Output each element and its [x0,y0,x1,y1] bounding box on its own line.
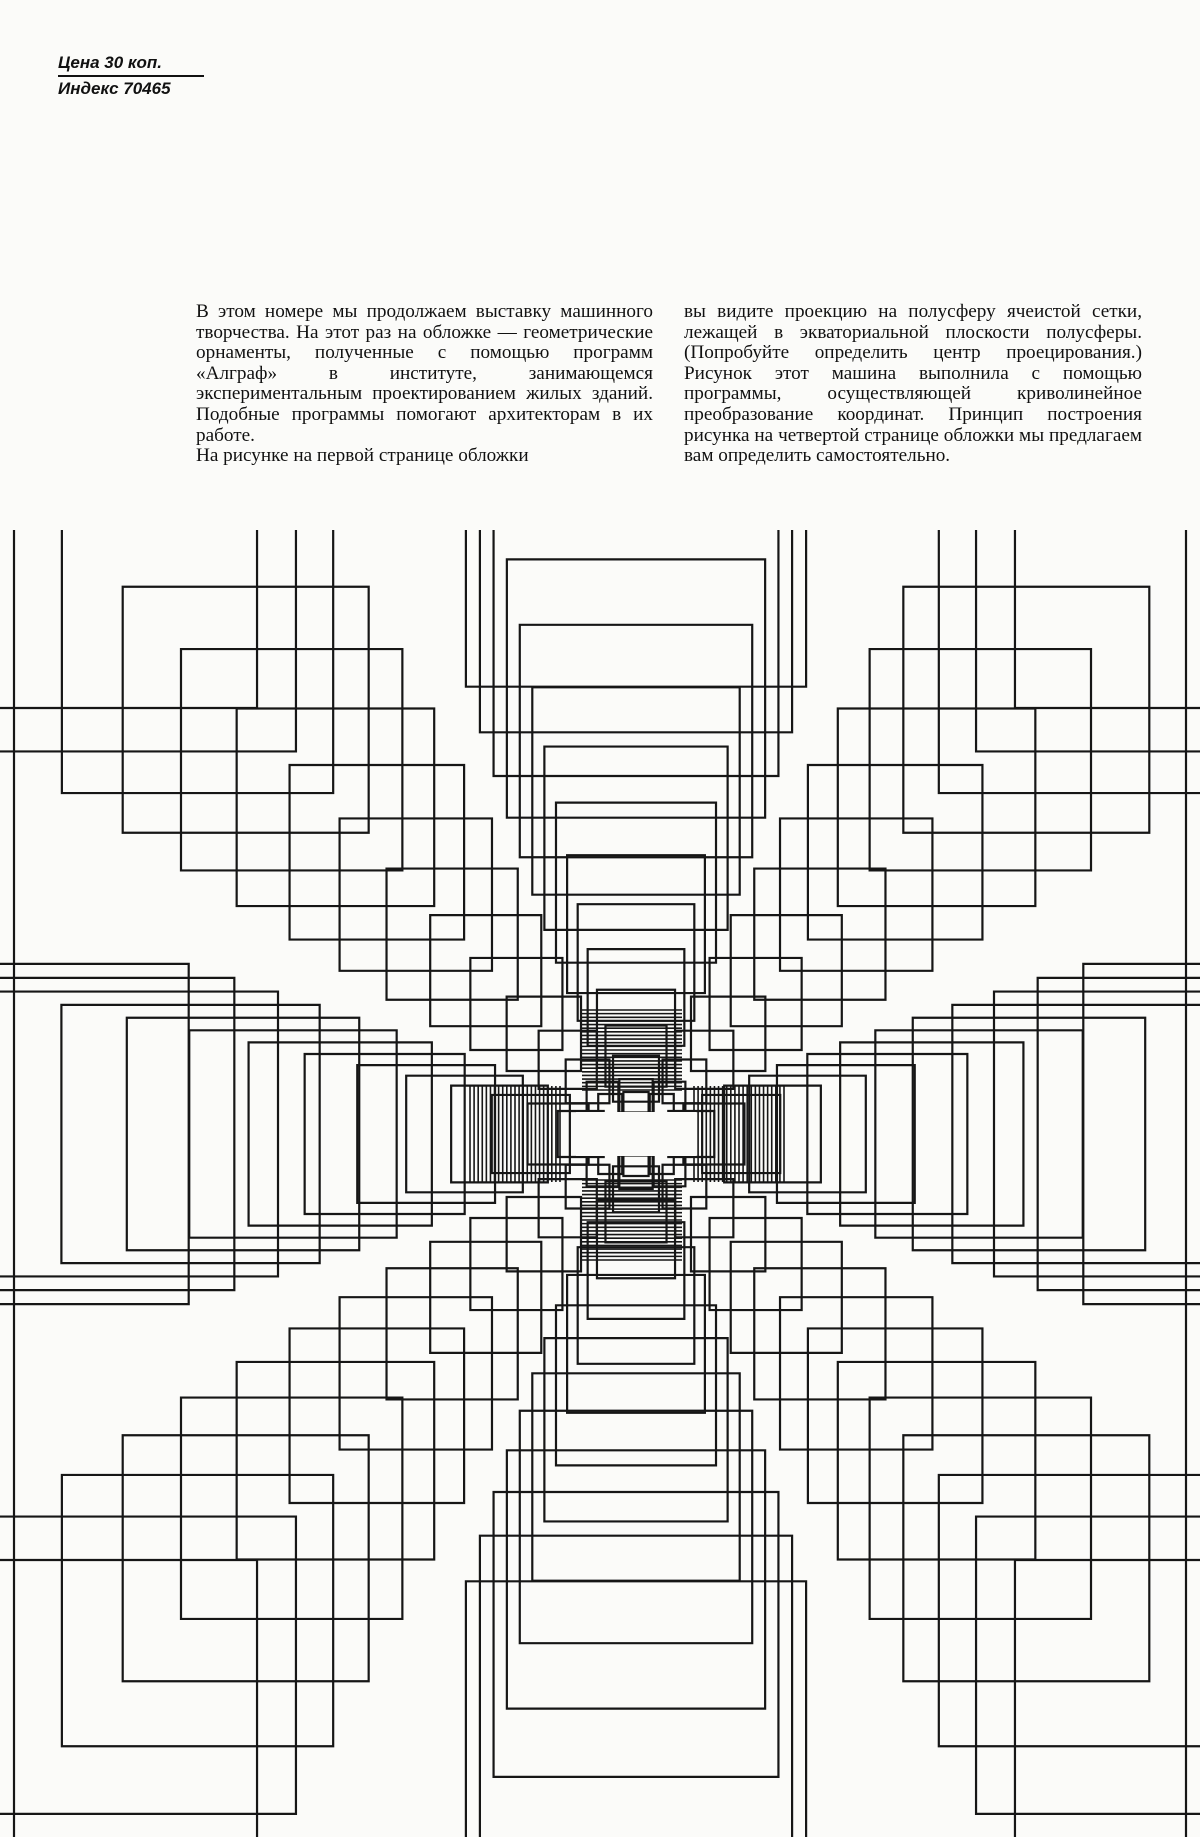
ornament-axis-square [913,1018,1145,1250]
ornament-square [976,1517,1200,1814]
ornament-square [0,530,257,708]
paragraph-intro: В этом номере мы продолжаем выставку машинного творчества. На этот раз на обложке — геометрические орнаменты, полученные с помощью программ «Алграф» в институте, занимающемся экспериментальным проектированием жилых зданий. Подобные программы помогают архитекторам в их работе. [196,301,653,446]
text-column-right [684,302,1142,467]
ornament-axis-square [1038,978,1200,1290]
ornament-axis-square [494,530,779,776]
ornament-square [780,818,932,970]
ornament-square [1015,1560,1200,1837]
ornament-axis-square [840,1042,1023,1225]
ornament-axis-square [249,1042,432,1225]
ornament-axis-square [520,625,752,857]
ornament-axis-square [556,1305,716,1465]
index-label: Индекс 70465 [58,79,171,98]
ornament-axis-square [875,1030,1082,1237]
ornament-square [237,709,435,907]
ornament-square [0,530,296,751]
ornament-axis-square [466,530,806,687]
ornament-axis-square [556,803,716,963]
ornament-axis-square [1083,964,1200,1304]
ornament-axis-square [544,747,727,930]
ornament-square [838,1362,1036,1560]
ornament-axis-square [994,992,1200,1277]
ornament-axis-square [0,992,278,1277]
ornament-axis-square [532,687,739,894]
ornament-axis-square [189,1030,396,1237]
ornament-axis-square [952,1005,1200,1263]
ornament-square [808,765,983,940]
ornament-axis-square [544,1338,727,1521]
ornament-axis-square [507,1450,765,1708]
ornament-axis-square [0,964,189,1304]
ornament-square [780,1297,932,1449]
ornament-square [123,1435,369,1681]
geometric-ornament [0,530,1200,1837]
text-column-left [196,302,653,467]
ornament-square [939,530,1200,793]
ornament-center-void [576,1112,696,1156]
ornament-square [808,1328,983,1503]
ornament-square [903,1435,1149,1681]
ornament-axis-square [532,1373,739,1580]
ornament-axis-square [0,978,234,1290]
ornament-square [903,587,1149,833]
ornament-axis-square [520,1411,752,1643]
ornament-square [754,1268,885,1399]
ornament-square [754,869,885,1000]
ornament-square [62,530,333,793]
ornament-square [237,1362,435,1560]
ornament-axis-square [61,1005,319,1263]
ornament-square [387,1268,518,1399]
ornament-square [387,869,518,1000]
ornament-square [340,818,492,970]
ornament-square [340,1297,492,1449]
ornament-square [123,587,369,833]
ornament-square [290,765,465,940]
ornament-axis-square [507,559,765,817]
ornament-square [290,1328,465,1503]
ornament-square [0,1517,296,1814]
ornament-axis-square [807,1054,967,1214]
ornament-square [0,1560,257,1837]
ornament-axis-square [127,1018,359,1250]
ornament-axis-square [305,1054,465,1214]
paragraph-first-page: На рисунке на первой странице обложки [196,445,529,467]
ornament-square [838,709,1036,907]
ornament-square [976,530,1200,751]
price-label: Цена 30 коп. [58,52,204,77]
ornament-square [1015,530,1200,708]
price-index-block [58,52,204,100]
paragraph-projection: вы видите проекцию на полусферу ячеистой сетки, лежащей в экваториальной плоскости полусферы. (Попробуйте определить центр проецирования.) Рисунок этот машина выполнила с помощью программы, осуществляющей криволинейное преобразование координат. Принцип построения рисунка на четвертой странице обложки мы предлагаем вам определить самостоятельно. [684,301,1142,467]
